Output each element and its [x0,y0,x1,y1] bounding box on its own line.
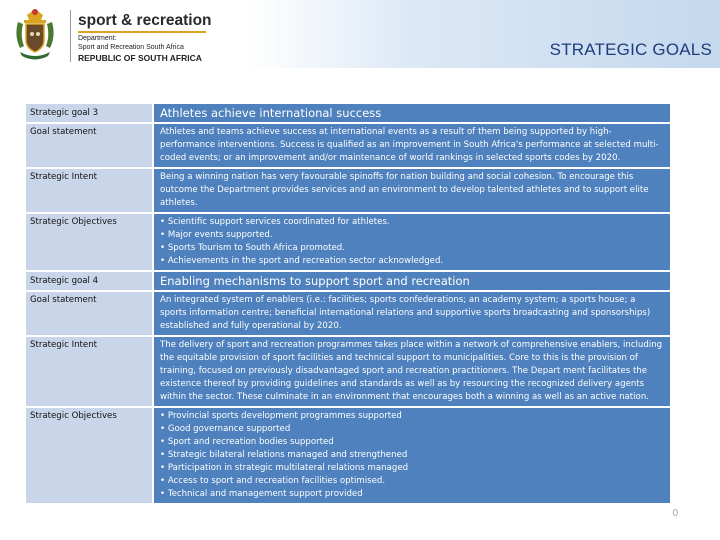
department-full-name: Sport and Recreation South Africa [78,44,184,51]
coat-of-arms-icon [10,6,60,64]
goal-statement-text: An integrated system of enablers (i.e.: facilities; sports confederations; an academy system; a sports house; a sports information centre; beneficial international relations and supportive sports broadcasting and sponsorships) established and fully operational by 2020. [154,292,670,335]
department-name: sport & recreation [78,12,212,29]
country-name: REPUBLIC OF SOUTH AFRICA [78,53,202,63]
row-label: Strategic goal 4 [26,272,154,290]
row-label: Strategic Intent [26,337,154,406]
row-label: Strategic Objectives [26,214,154,270]
department-logo [10,6,250,64]
row-label: Goal statement [26,124,154,167]
row-label: Goal statement [26,292,154,335]
objectives-list [160,216,664,268]
strategic-intent-text: The delivery of sport and recreation programmes takes place within a network of comprehensive enablers, including the equitable provision of sport facilities and technical support to municipalities. Core to this is the provision of training, focused on previously disadvantaged sport and recreation practitioners. The Depart ment facilitates the existence thereof by providing guidelines and standards as well as by resourcing the recognized delivery agents within the sector. These culminate in an environment that encourages both a winning as well as an active nation. [154,337,670,406]
objectives-cell [154,408,670,503]
page-title: STRATEGIC GOALS [549,40,712,59]
goal-title: Enabling mechanisms to support sport and recreation [154,272,670,290]
row-label: Strategic goal 3 [26,104,154,122]
table-row [26,169,670,214]
strategic-goals-table [26,104,670,505]
list-item: • Strategic bilateral relations managed and strengthened [160,449,664,462]
table-row [26,124,670,169]
list-item: • Technical and management support provided [160,488,664,501]
row-label: Strategic Intent [26,169,154,212]
list-item: • Participation in strategic multilateral relations managed [160,462,664,475]
list-item: • Access to sport and recreation facilities optimised. [160,475,664,488]
objectives-cell [154,214,670,270]
table-row [26,337,670,408]
logo-divider [70,10,71,62]
list-item: • Good governance supported [160,423,664,436]
logo-underline [78,31,206,33]
table-row [26,408,670,505]
list-item: • Provincial sports development programmes supported [160,410,664,423]
department-label: Department: [78,35,117,42]
table-row [26,104,670,124]
row-label: Strategic Objectives [26,408,154,503]
list-item: • Major events supported. [160,229,664,242]
table-row [26,214,670,272]
slide-number: 0 [672,508,678,519]
strategic-intent-text: Being a winning nation has very favourable spinoffs for nation building and social cohesion. To encourage this outcome the Department provides services and an environment to develop talented athletes and to support elite athletes. [154,169,670,212]
table-row [26,272,670,292]
list-item: • Sports Tourism to South Africa promoted. [160,242,664,255]
slide-header [0,0,720,68]
list-item: • Achievements in the sport and recreation sector acknowledged. [160,255,664,268]
objectives-list [160,410,664,501]
table-row [26,292,670,337]
goal-statement-text: Athletes and teams achieve success at international events as a result of them being supported by high-performance interventions. Success is qualified as an improvement in South Africa's performance at selected multi-coded events; or an improvement and/or maintenance of world rankings in selected sports codes by 2020. [154,124,670,167]
list-item: • Sport and recreation bodies supported [160,436,664,449]
list-item: • Scientific support services coordinated for athletes. [160,216,664,229]
goal-title: Athletes achieve international success [154,104,670,122]
